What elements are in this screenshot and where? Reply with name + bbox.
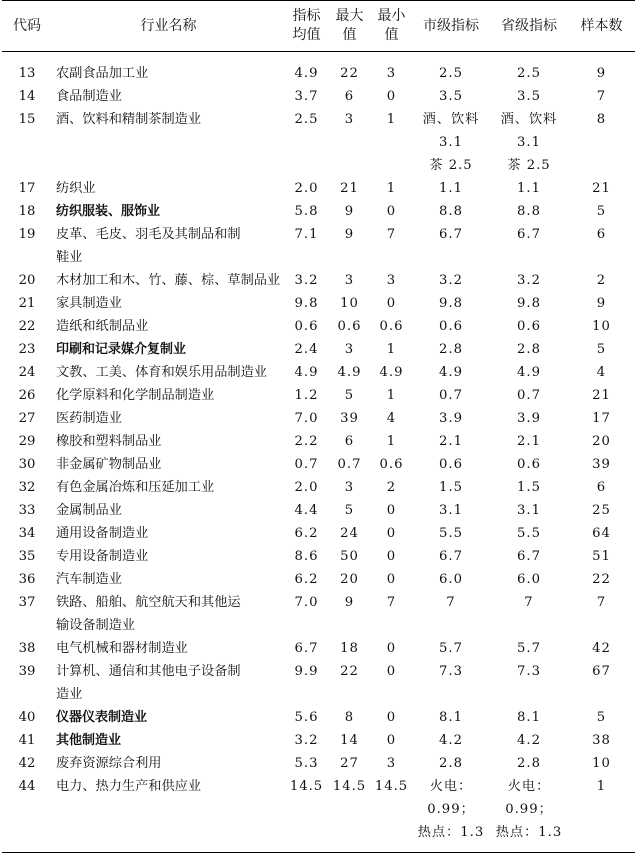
- cell-code: 19: [18, 227, 36, 242]
- cell-industry-name: 纺织业: [56, 181, 96, 196]
- cell-industry-name: 汽车制造业: [56, 572, 122, 587]
- cell-max: 24: [340, 526, 359, 541]
- cell-average: 5.3: [294, 756, 319, 771]
- table-row: [2, 384, 635, 407]
- cell-city-indicator: 5.5: [439, 526, 463, 541]
- cell-sample-count: 8: [596, 112, 607, 127]
- cell-province-indicator: 0.6: [517, 457, 541, 472]
- cell-sample-count: 17: [592, 411, 611, 426]
- cell-city-indicator: 2.8: [439, 756, 463, 771]
- cell-city-indicator: 2.8: [439, 342, 463, 357]
- cell-max: 22: [340, 664, 359, 679]
- cell-city-indicator: 1.5: [439, 480, 463, 495]
- table-row: [2, 591, 635, 637]
- cell-code: 14: [18, 89, 36, 104]
- cell-industry-name: 电气机械和器材制造业: [56, 641, 188, 656]
- cell-province-indicator: 2.5: [517, 66, 541, 81]
- cell-industry-name: 有色金属冶炼和压延加工业: [56, 480, 215, 495]
- cell-code: 23: [18, 342, 36, 357]
- cell-city-indicator: 2.1: [439, 434, 463, 449]
- cell-average: 2.2: [294, 434, 319, 449]
- cell-sample-count: 7: [596, 595, 607, 610]
- cell-city-indicator: 8.1: [439, 710, 463, 725]
- cell-code: 15: [18, 112, 36, 127]
- cell-min: 2: [386, 480, 397, 495]
- cell-industry-name: 木材加工和木、竹、藤、棕、草制品业: [56, 273, 281, 288]
- cell-average: 7.0: [294, 595, 319, 610]
- cell-province-indicator: 5.5: [517, 526, 541, 541]
- cell-sample-count: 5: [596, 204, 607, 219]
- cell-max: 14.5: [332, 779, 367, 794]
- cell-sample-count: 2: [596, 273, 607, 288]
- cell-max: 9: [344, 227, 355, 242]
- cell-average: 14.5: [289, 779, 324, 794]
- cell-city-indicator-line: 3.1: [439, 135, 463, 150]
- cell-min: 0: [386, 641, 397, 656]
- cell-industry-name: 医药制造业: [56, 411, 122, 426]
- cell-max: 0.6: [337, 319, 362, 334]
- cell-min: 14.5: [374, 779, 409, 794]
- cell-max: 3: [344, 480, 355, 495]
- cell-province-indicator: 2.8: [517, 756, 541, 771]
- cell-min: 0: [386, 733, 397, 748]
- cell-max: 3: [344, 112, 355, 127]
- cell-city-indicator: 7: [446, 595, 456, 610]
- cell-sample-count: 51: [592, 549, 611, 564]
- cell-min: 1: [386, 181, 397, 196]
- cell-sample-count: 10: [592, 756, 611, 771]
- cell-city-indicator: [412, 775, 490, 853]
- table-row: [2, 223, 635, 269]
- cell-average: 9.8: [294, 296, 319, 311]
- cell-city-indicator-line: 火电：0.99；: [427, 779, 475, 817]
- cell-province-indicator-line: 3.1: [517, 135, 541, 150]
- cell-average: 2.0: [294, 181, 319, 196]
- cell-province-indicator: 4.2: [517, 733, 541, 748]
- cell-code: 22: [18, 319, 36, 334]
- cell-max: 10: [340, 296, 359, 311]
- cell-code: 37: [18, 595, 36, 610]
- cell-industry-name: 造纸和纸制品业: [56, 319, 149, 334]
- cell-sample-count: 64: [592, 526, 611, 541]
- cell-sample-count: 10: [592, 319, 611, 334]
- cell-province-indicator: 5.7: [517, 641, 541, 656]
- cell-sample-count: 39: [592, 457, 611, 472]
- cell-average: 6.2: [294, 572, 319, 587]
- header-city-indicator: 市级指标: [423, 17, 479, 34]
- industry-indicator-table: [2, 0, 635, 853]
- cell-average: 5.8: [294, 204, 319, 219]
- cell-province-indicator: 3.5: [517, 89, 541, 104]
- cell-max: 3: [344, 273, 355, 288]
- cell-province-indicator-line: 茶 2.5: [507, 158, 551, 173]
- cell-industry-name: 文教、工美、体育和娱乐用品制造业: [56, 365, 267, 380]
- cell-average: 8.6: [294, 549, 319, 564]
- cell-min: 3: [386, 756, 397, 771]
- cell-max: 3: [344, 342, 355, 357]
- cell-min: 0: [386, 572, 397, 587]
- cell-code: 21: [18, 296, 36, 311]
- table-row: [2, 315, 635, 338]
- table-row: [2, 52, 635, 86]
- cell-max: 4.9: [337, 365, 362, 380]
- cell-industry-name: 食品制造业: [56, 89, 122, 104]
- cell-province-indicator: [490, 108, 568, 177]
- cell-province-indicator: [490, 775, 568, 853]
- table-row: [2, 361, 635, 384]
- cell-province-indicator-line: 热点：1.3: [495, 825, 563, 840]
- cell-average: 7.1: [294, 227, 319, 242]
- cell-city-indicator: 0.7: [439, 388, 463, 403]
- header-code: 代码: [13, 17, 41, 34]
- cell-code: 27: [18, 411, 36, 426]
- cell-code: 20: [18, 273, 36, 288]
- cell-min: 3: [386, 273, 397, 288]
- cell-industry-name: 废弃资源综合利用: [56, 756, 162, 771]
- cell-average: 5.6: [294, 710, 319, 725]
- cell-sample-count: 4: [596, 365, 607, 380]
- table-row: [2, 775, 635, 853]
- cell-industry-name: [52, 660, 285, 706]
- cell-sample-count: 21: [592, 388, 611, 403]
- cell-min: 1: [386, 388, 397, 403]
- cell-province-indicator: 0.6: [517, 319, 541, 334]
- cell-average: 2.0: [294, 480, 319, 495]
- cell-max: 9: [344, 204, 355, 219]
- cell-min: 0: [386, 526, 397, 541]
- cell-province-indicator: 3.2: [517, 273, 541, 288]
- cell-code: 17: [18, 181, 36, 196]
- cell-average: 3.7: [294, 89, 319, 104]
- cell-code: 34: [18, 526, 36, 541]
- cell-sample-count: 42: [592, 641, 611, 656]
- cell-province-indicator: 7: [524, 595, 534, 610]
- cell-province-indicator-line: 酒、饮料: [500, 112, 558, 127]
- cell-sample-count: 6: [596, 227, 607, 242]
- cell-max: 6: [344, 89, 355, 104]
- table-header-row: [2, 1, 635, 52]
- cell-industry-name: 仪器仪表制造业: [56, 710, 148, 725]
- cell-code: 44: [18, 779, 36, 794]
- cell-min: 0: [386, 89, 397, 104]
- cell-industry-name: 非金属矿物制品业: [56, 457, 162, 472]
- cell-city-indicator: 6.7: [439, 227, 463, 242]
- cell-average: 4.9: [294, 66, 319, 81]
- cell-min: 1: [386, 112, 397, 127]
- cell-code: 13: [18, 66, 36, 81]
- cell-industry-name: 化学原料和化学制品制造业: [56, 388, 215, 403]
- table-row: [2, 522, 635, 545]
- cell-average: 1.2: [294, 388, 319, 403]
- cell-max: 50: [340, 549, 359, 564]
- cell-average: 4.9: [294, 365, 319, 380]
- cell-code: 29: [18, 434, 36, 449]
- cell-min: 0: [386, 664, 397, 679]
- cell-industry-name-line: 皮革、毛皮、羽毛及其制品和制: [56, 227, 241, 242]
- cell-max: 6: [344, 434, 355, 449]
- header-sample-count: 样本数: [580, 17, 623, 34]
- cell-province-indicator: 2.8: [517, 342, 541, 357]
- cell-average: 3.2: [294, 733, 319, 748]
- cell-max: 20: [340, 572, 359, 587]
- table-body: [2, 52, 635, 853]
- table-row: [2, 292, 635, 315]
- cell-sample-count: 6: [596, 480, 607, 495]
- cell-max: 14: [340, 733, 359, 748]
- cell-code: 36: [18, 572, 36, 587]
- cell-max: 9: [344, 595, 355, 610]
- header-min: 最小 值: [377, 8, 406, 43]
- table-row: [2, 269, 635, 292]
- table-row: [2, 706, 635, 729]
- cell-max: 18: [340, 641, 359, 656]
- cell-industry-name-line: 鞋业: [56, 250, 83, 265]
- cell-city-indicator-line: 酒、饮料: [422, 112, 480, 127]
- table-row: [2, 85, 635, 108]
- cell-code: 26: [18, 388, 36, 403]
- table-row: [2, 568, 635, 591]
- cell-city-indicator: 8.8: [439, 204, 463, 219]
- cell-sample-count: 1: [596, 779, 607, 794]
- cell-code: 42: [18, 756, 36, 771]
- cell-sample-count: 20: [592, 434, 611, 449]
- cell-industry-name: 印刷和记录媒介复制业: [56, 342, 187, 357]
- cell-sample-count: 9: [596, 66, 607, 81]
- cell-average: 0.7: [294, 457, 319, 472]
- cell-city-indicator: 1.1: [439, 181, 463, 196]
- cell-code: 41: [18, 733, 36, 748]
- cell-min: 0: [386, 549, 397, 564]
- cell-min: 3: [386, 66, 397, 81]
- cell-average: 2.4: [294, 342, 319, 357]
- cell-city-indicator: 9.8: [439, 296, 463, 311]
- cell-industry-name-line: 铁路、船舶、航空航天和其他运: [56, 595, 241, 610]
- cell-max: 8: [344, 710, 355, 725]
- cell-average: 6.7: [294, 641, 319, 656]
- cell-industry-name: 金属制品业: [56, 503, 122, 518]
- cell-province-indicator: 8.8: [517, 204, 541, 219]
- cell-code: 33: [18, 503, 36, 518]
- cell-industry-name-line: 造业: [56, 687, 83, 702]
- cell-city-indicator: 0.6: [439, 457, 463, 472]
- cell-city-indicator: 3.2: [439, 273, 463, 288]
- cell-min: 0.6: [379, 319, 404, 334]
- cell-industry-name-line: 输设备制造业: [56, 618, 136, 633]
- cell-city-indicator: 7.3: [439, 664, 463, 679]
- table-row: [2, 499, 635, 522]
- cell-sample-count: 22: [592, 572, 611, 587]
- cell-province-indicator: 3.1: [517, 503, 541, 518]
- table-row: [2, 338, 635, 361]
- cell-max: 5: [344, 503, 355, 518]
- cell-industry-name: 其他制造业: [56, 733, 122, 748]
- cell-max: 27: [340, 756, 359, 771]
- cell-province-indicator: 2.1: [517, 434, 541, 449]
- cell-province-indicator: 3.9: [517, 411, 541, 426]
- cell-average: 4.4: [294, 503, 319, 518]
- cell-province-indicator: 1.5: [517, 480, 541, 495]
- cell-city-indicator: 4.9: [439, 365, 463, 380]
- cell-city-indicator: 6.7: [439, 549, 463, 564]
- header-industry-name: 行业名称: [140, 17, 197, 34]
- cell-average: 7.0: [294, 411, 319, 426]
- cell-city-indicator-line: 热点：1.3: [417, 825, 485, 840]
- cell-sample-count: 9: [596, 296, 607, 311]
- cell-industry-name: 农副食品加工业: [56, 66, 149, 81]
- cell-city-indicator: 3.1: [439, 503, 463, 518]
- cell-industry-name: 专用设备制造业: [56, 549, 149, 564]
- cell-average: 9.9: [294, 664, 319, 679]
- cell-average: 2.5: [294, 112, 319, 127]
- cell-min: 4.9: [379, 365, 404, 380]
- cell-industry-name-line: 计算机、通信和其他电子设备制: [56, 664, 241, 679]
- cell-city-indicator: 3.9: [439, 411, 463, 426]
- cell-city-indicator: 3.5: [439, 89, 463, 104]
- cell-code: 18: [18, 204, 36, 219]
- cell-province-indicator: 1.1: [517, 181, 541, 196]
- table-row: [2, 752, 635, 775]
- cell-industry-name: 通用设备制造业: [56, 526, 149, 541]
- cell-province-indicator: 6.0: [517, 572, 541, 587]
- cell-max: 5: [344, 388, 355, 403]
- cell-min: 1: [386, 434, 397, 449]
- cell-code: 38: [18, 641, 36, 656]
- cell-min: 7: [386, 227, 397, 242]
- cell-sample-count: 5: [596, 710, 607, 725]
- cell-code: 40: [18, 710, 36, 725]
- cell-city-indicator: 5.7: [439, 641, 463, 656]
- cell-max: 39: [340, 411, 359, 426]
- header-province-indicator: 省级指标: [501, 17, 557, 34]
- cell-code: 35: [18, 549, 36, 564]
- header-max: 最大 值: [335, 8, 364, 43]
- cell-sample-count: 5: [596, 342, 607, 357]
- table-row: [2, 637, 635, 660]
- cell-city-indicator-line: 茶 2.5: [429, 158, 473, 173]
- cell-province-indicator: 7.3: [517, 664, 541, 679]
- cell-province-indicator: 6.7: [517, 227, 541, 242]
- cell-province-indicator: 4.9: [517, 365, 541, 380]
- cell-industry-name: 电力、热力生产和供应业: [56, 779, 202, 794]
- cell-industry-name: [52, 223, 285, 269]
- cell-code: 39: [18, 664, 36, 679]
- cell-code: 32: [18, 480, 36, 495]
- table-row: [2, 177, 635, 200]
- cell-industry-name: 家具制造业: [56, 296, 122, 311]
- cell-min: 0: [386, 710, 397, 725]
- table-row: [2, 453, 635, 476]
- cell-city-indicator: [412, 108, 490, 177]
- cell-sample-count: 7: [596, 89, 607, 104]
- cell-max: 21: [340, 181, 359, 196]
- cell-industry-name: 橡胶和塑料制品业: [56, 434, 162, 449]
- cell-min: 0: [386, 204, 397, 219]
- cell-province-indicator: 8.1: [517, 710, 541, 725]
- table-row: [2, 430, 635, 453]
- cell-province-indicator: 0.7: [517, 388, 541, 403]
- cell-min: 0: [386, 296, 397, 311]
- cell-city-indicator: 2.5: [439, 66, 463, 81]
- table-row: [2, 660, 635, 706]
- table-row: [2, 476, 635, 499]
- cell-province-indicator: 6.7: [517, 549, 541, 564]
- table-row: [2, 200, 635, 223]
- cell-sample-count: 25: [592, 503, 611, 518]
- cell-industry-name: 酒、饮料和精制茶制造业: [56, 112, 202, 127]
- cell-average: 0.6: [294, 319, 319, 334]
- cell-min: 4: [386, 411, 397, 426]
- cell-min: 0.6: [379, 457, 404, 472]
- header-average: 指标 均值: [292, 8, 321, 43]
- table-row: [2, 407, 635, 430]
- cell-max: 22: [340, 66, 359, 81]
- cell-average: 3.2: [294, 273, 319, 288]
- cell-sample-count: 38: [592, 733, 611, 748]
- table-row: [2, 545, 635, 568]
- cell-average: 6.2: [294, 526, 319, 541]
- cell-min: 0: [386, 503, 397, 518]
- table-row: [2, 108, 635, 177]
- cell-city-indicator: 6.0: [439, 572, 463, 587]
- cell-province-indicator-line: 火电：0.99；: [505, 779, 553, 817]
- cell-city-indicator: 0.6: [439, 319, 463, 334]
- cell-industry-name: 纺织服装、服饰业: [56, 204, 161, 219]
- cell-industry-name: [52, 591, 285, 637]
- cell-min: 1: [386, 342, 397, 357]
- cell-max: 0.7: [337, 457, 362, 472]
- cell-code: 30: [18, 457, 36, 472]
- cell-sample-count: 21: [592, 181, 611, 196]
- cell-sample-count: 67: [592, 664, 611, 679]
- cell-min: 7: [386, 595, 397, 610]
- table-row: [2, 729, 635, 752]
- cell-province-indicator: 9.8: [517, 296, 541, 311]
- cell-city-indicator: 4.2: [439, 733, 463, 748]
- cell-code: 24: [18, 365, 36, 380]
